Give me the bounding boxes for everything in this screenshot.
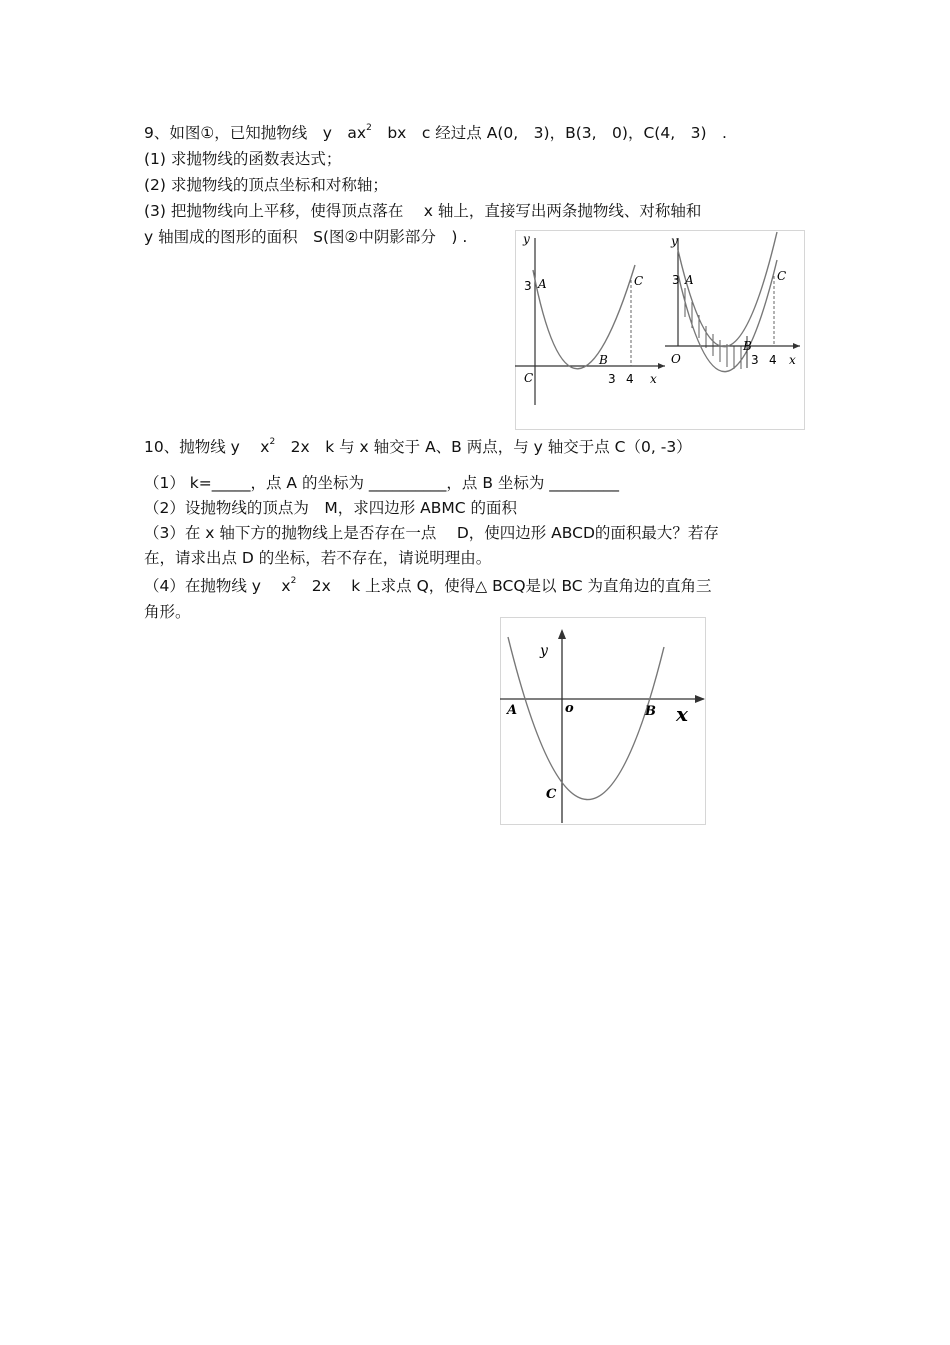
figure-2 — [665, 232, 800, 372]
fig1-tick-3: 3 — [524, 279, 532, 293]
fig2-tick-x3: 3 — [751, 353, 759, 367]
q9-part1: (1) 求抛物线的函数表达式； — [144, 150, 342, 168]
q10-x-label: x — [676, 702, 688, 726]
fig2-x-label: x — [789, 353, 796, 367]
q10-part3-cont: 在，请求出点 D 的坐标，若不存在，请说明理由。 — [144, 549, 492, 567]
q10-parabola — [508, 637, 664, 800]
fig2-tick-3: 3 — [672, 273, 680, 287]
q10-figure — [500, 617, 706, 825]
q9-part3: (3) 把抛物线向上平移，使得顶点落在 x 轴上，直接写出两条抛物线、对称轴和 — [144, 202, 702, 220]
fig1-tick-x4: 4 — [626, 372, 634, 386]
fig1-label-B: B — [599, 353, 608, 367]
fig1-label-A: A — [538, 277, 547, 291]
fig2-shaded-region — [685, 288, 747, 369]
fig1-origin: C — [524, 371, 534, 385]
figure-1 — [515, 232, 665, 405]
fig2-parabola-shifted — [678, 232, 777, 347]
q10-part4: （4）在抛物线 y $x^2$ 2x k 上求点 Q，使得△ BCQ是以 BC 为直角边的直角三 — [144, 576, 712, 595]
fig2-label-A: A — [685, 273, 694, 287]
q9-part3-cont: y 轴围成的图形的面积 S(图②中阴影部分 ) . — [144, 228, 468, 246]
fig1-y-label: y — [523, 232, 530, 246]
q10-label-B: B — [645, 704, 656, 719]
q10-label-A: A — [507, 703, 518, 718]
fig1-label-C: C — [634, 274, 644, 288]
q10-y-arrow-icon — [558, 629, 566, 639]
q10-part2: （2）设抛物线的顶点为 M，求四边形 ABMC 的面积 — [144, 499, 518, 517]
q10-part1: （1） k=_____，点 A 的坐标为 __________，点 B 坐标为 _________ — [144, 474, 620, 492]
q10-x-arrow-icon — [695, 695, 705, 703]
q9-exponent: 2 — [366, 123, 372, 133]
fig2-label-C: C — [777, 269, 787, 283]
q10-exponent: 2 — [269, 437, 276, 447]
fig2-label-B: B — [743, 339, 752, 353]
q10-label-C: C — [546, 787, 557, 802]
q9-part2: (2) 求抛物线的顶点坐标和对称轴； — [144, 176, 388, 194]
q9-stem: 9、如图①，已知抛物线 y $ax^2$ bx c 经过点 A(0, 3)，B(3, 0)，C(4, 3) . — [144, 123, 727, 142]
fig1-x-label: x — [650, 372, 657, 386]
fig2-x-arrow-icon — [793, 343, 800, 349]
q10-stem: 10、抛物线 y $x^2$ 2x k 与 x 轴交于 A、B 两点，与 y 轴交于点 C（0, -3） — [144, 437, 692, 456]
q10-part3: （3）在 x 轴下方的抛物线上是否存在一点 D，使四边形 ABCD的面积最大？若存 — [144, 524, 719, 542]
q10-origin: o — [565, 701, 574, 716]
fig1-tick-x3: 3 — [608, 372, 616, 386]
fig1-parabola — [533, 265, 635, 369]
q9-figures — [515, 230, 805, 430]
q10-part4-exponent: 2 — [290, 576, 297, 586]
fig2-y-label: y — [671, 234, 678, 248]
q10-y-label: y — [540, 643, 548, 659]
fig2-tick-x4: 4 — [769, 353, 777, 367]
fig2-origin: O — [671, 352, 681, 366]
q10-part4-cont: 角形。 — [144, 603, 191, 621]
fig1-x-arrow-icon — [658, 363, 665, 369]
